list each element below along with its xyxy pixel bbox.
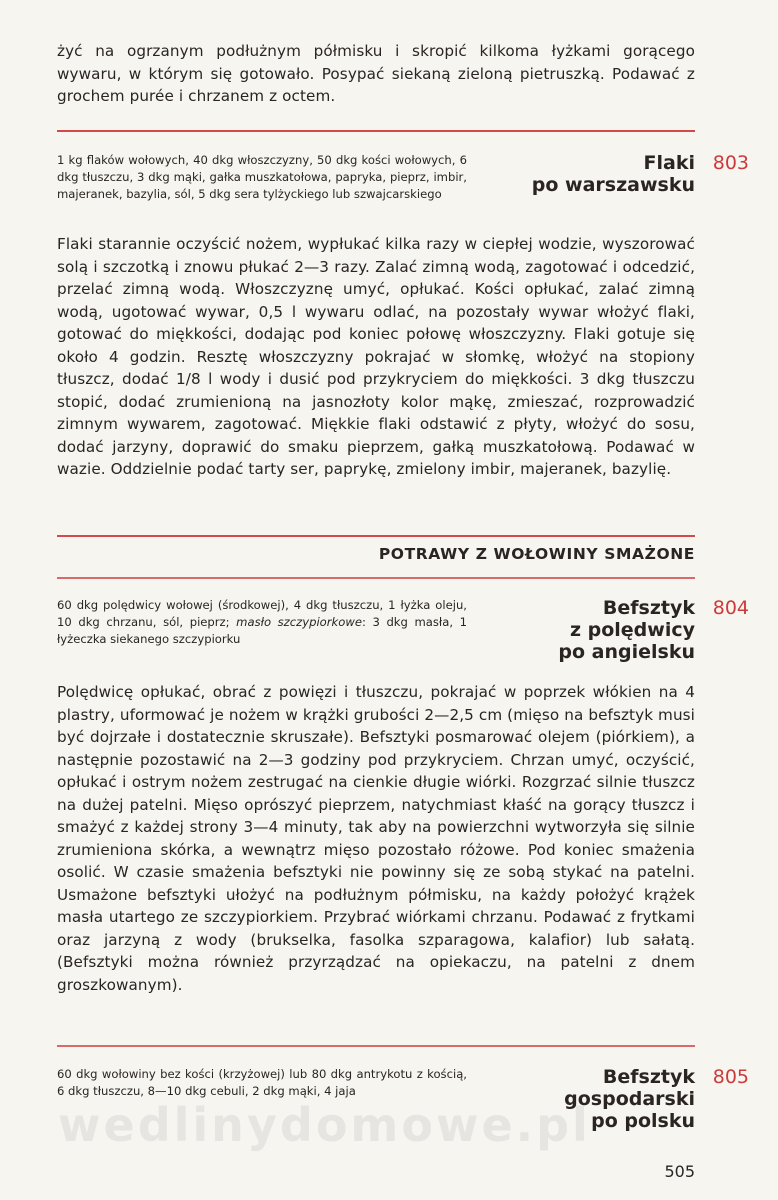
recipe-method-803: Flaki starannie oczyścić nożem, wypłukać kilka razy w ciepłej wodzie, wyszorować solą i szczotką i znowu płukać 2—3 razy. Zalać zimną wodą, zagotować i odcedzić, przelać zimną wodą. Włoszczyznę umyć, opłukać. Kości opłukać, zalać zimną wodą, ugotować wywar, 0,5 l wywaru odlać, na pozostały wywar włożyć flaki, gotować do miękkości, dodając pod koniec połowę włoszczyzny. Flaki gotuje się około 4 godzin. Resztę włoszczyzny pokrajać w słomkę, włożyć na stopiony tłuszcz, dodać 1/8 l wody i dusić pod przykryciem do miękkości. 3 dkg tłuszczu stopić, dodać zrumienioną na jasnozłoty kolor mąkę, zmieszać, rozprowadzić zimnym wywarem, zagotować. Miękkie flaki odstawić z płyty, włożyć do sosu, dodać jarzyny, doprawić do smaku pieprzem, gałką muszkatołową. Podawać w wazie. Oddzielnie podać tarty ser, paprykę, zmielony imbir, majeranek, bazylię.: [57, 235, 695, 478]
recipe-title-line: gospodarski: [564, 1088, 695, 1110]
ingredients-subheading: masło szczypiorkowe: [236, 615, 362, 629]
recipe-title-line: Befsztyk: [602, 597, 695, 619]
recipe-title-line: po warszawsku: [531, 174, 695, 196]
recipe-title-line: z polędwicy: [569, 619, 695, 641]
section-heading: POTRAWY Z WOŁOWINY SMAŻONE: [378, 545, 695, 563]
section-divider: [57, 535, 695, 537]
watermark: wedlinydomowe.pl: [58, 1098, 591, 1152]
recipe-number: 804: [712, 597, 749, 619]
recipe-header-805: [57, 1066, 749, 1141]
recipe-header-803: [57, 152, 749, 224]
ingredients-text: : 3 dkg masła, 1 łyżeczka siekanego szczypiorku: [57, 615, 468, 646]
section-divider: [57, 577, 695, 579]
page-number: 505: [664, 1162, 695, 1181]
recipe-title-line: Befsztyk: [602, 1066, 695, 1088]
recipe-number: 805: [712, 1066, 749, 1088]
ingredients-list: 1 kg flaków wołowych, 40 dkg włoszczyzny, 50 dkg kości wołowych, 6 dkg tłuszczu, 3 dkg mąki, gałka muszkatołowa, papryka, pieprz, imbir, majeranek, bazylia, sól, 5 dkg sera tylżyckiego lub szwajcarskiego: [57, 153, 467, 201]
recipe-title: [564, 1066, 695, 1132]
ingredients-list: [57, 597, 467, 648]
recipe-title-line: Flaki: [643, 152, 695, 174]
ingredients-text: 60 dkg polędwicy wołowej (środkowej), 4 dkg tłuszczu, 1 łyżka oleju, 10 dkg chrzanu, sól, pieprz;: [57, 598, 467, 629]
recipe-method-804: Polędwicę opłukać, obrać z powięzi i tłuszczu, pokrajać w poprzek włókien na 4 plastry, uformować je nożem w krążki grubości 2—2,5 cm (mięso na befsztyk musi być dojrzałe i dostatecznie skruszałe). Befsztyki posmarować olejem (piórkiem), a następnie pozostawić na 2—3 godziny pod przykryciem. Chrzan umyć, oczyścić, opłukać i ostrym nożem zestrugać na cienkie długie wiórki. Rozgrzać silnie tłuszcz na dużej patelni. Mięso oprószyć pieprzem, natychmiast kłaść na gorący tłuszcz i smażyć z każdej strony 3—4 minuty, tak aby na powierzchni wytworzyła się silnie zrumieniona skórka, a wewnątrz mięso pozostało różowe. Pod koniec smażenia osolić. W czasie smażenia befsztyki nie powinny się ze sobą stykać na patelni. Usmażone befsztyki ułożyć na podłużnym półmisku, na każdy położyć krążek masła utartego ze szczypiorkiem. Przybrać wiórkami chrzanu. Podawać z frytkami oraz jarzyną z wody (brukselka, fasolka szparagowa, kalafior) lub sałatą. (Befsztyki można również przyrządzać na opiekaczu, na patelni z dnem groszkowanym).: [57, 683, 695, 994]
recipe-title-line: po polsku: [591, 1110, 695, 1132]
intro-paragraph: żyć na ogrzanym podłużnym półmisku i skropić kilkoma łyżkami gorącego wywaru, w którym się gotowało. Posypać siekaną zieloną pietruszką. Podawać z grochem purée i chrzanem z octem.: [57, 42, 695, 105]
recipe-title: [532, 152, 695, 196]
recipe-title: [558, 597, 695, 663]
section-divider: [57, 1045, 695, 1047]
recipe-title-line: po angielsku: [558, 641, 695, 663]
recipe-number: 803: [712, 152, 749, 174]
recipe-header-804: [57, 597, 749, 672]
section-divider: [57, 130, 695, 132]
ingredients-list: 60 dkg wołowiny bez kości (krzyżowej) lub 80 dkg antrykotu z kością, 6 dkg tłuszczu, 8—10 dkg cebuli, 2 dkg mąki, 4 jaja: [57, 1067, 467, 1098]
